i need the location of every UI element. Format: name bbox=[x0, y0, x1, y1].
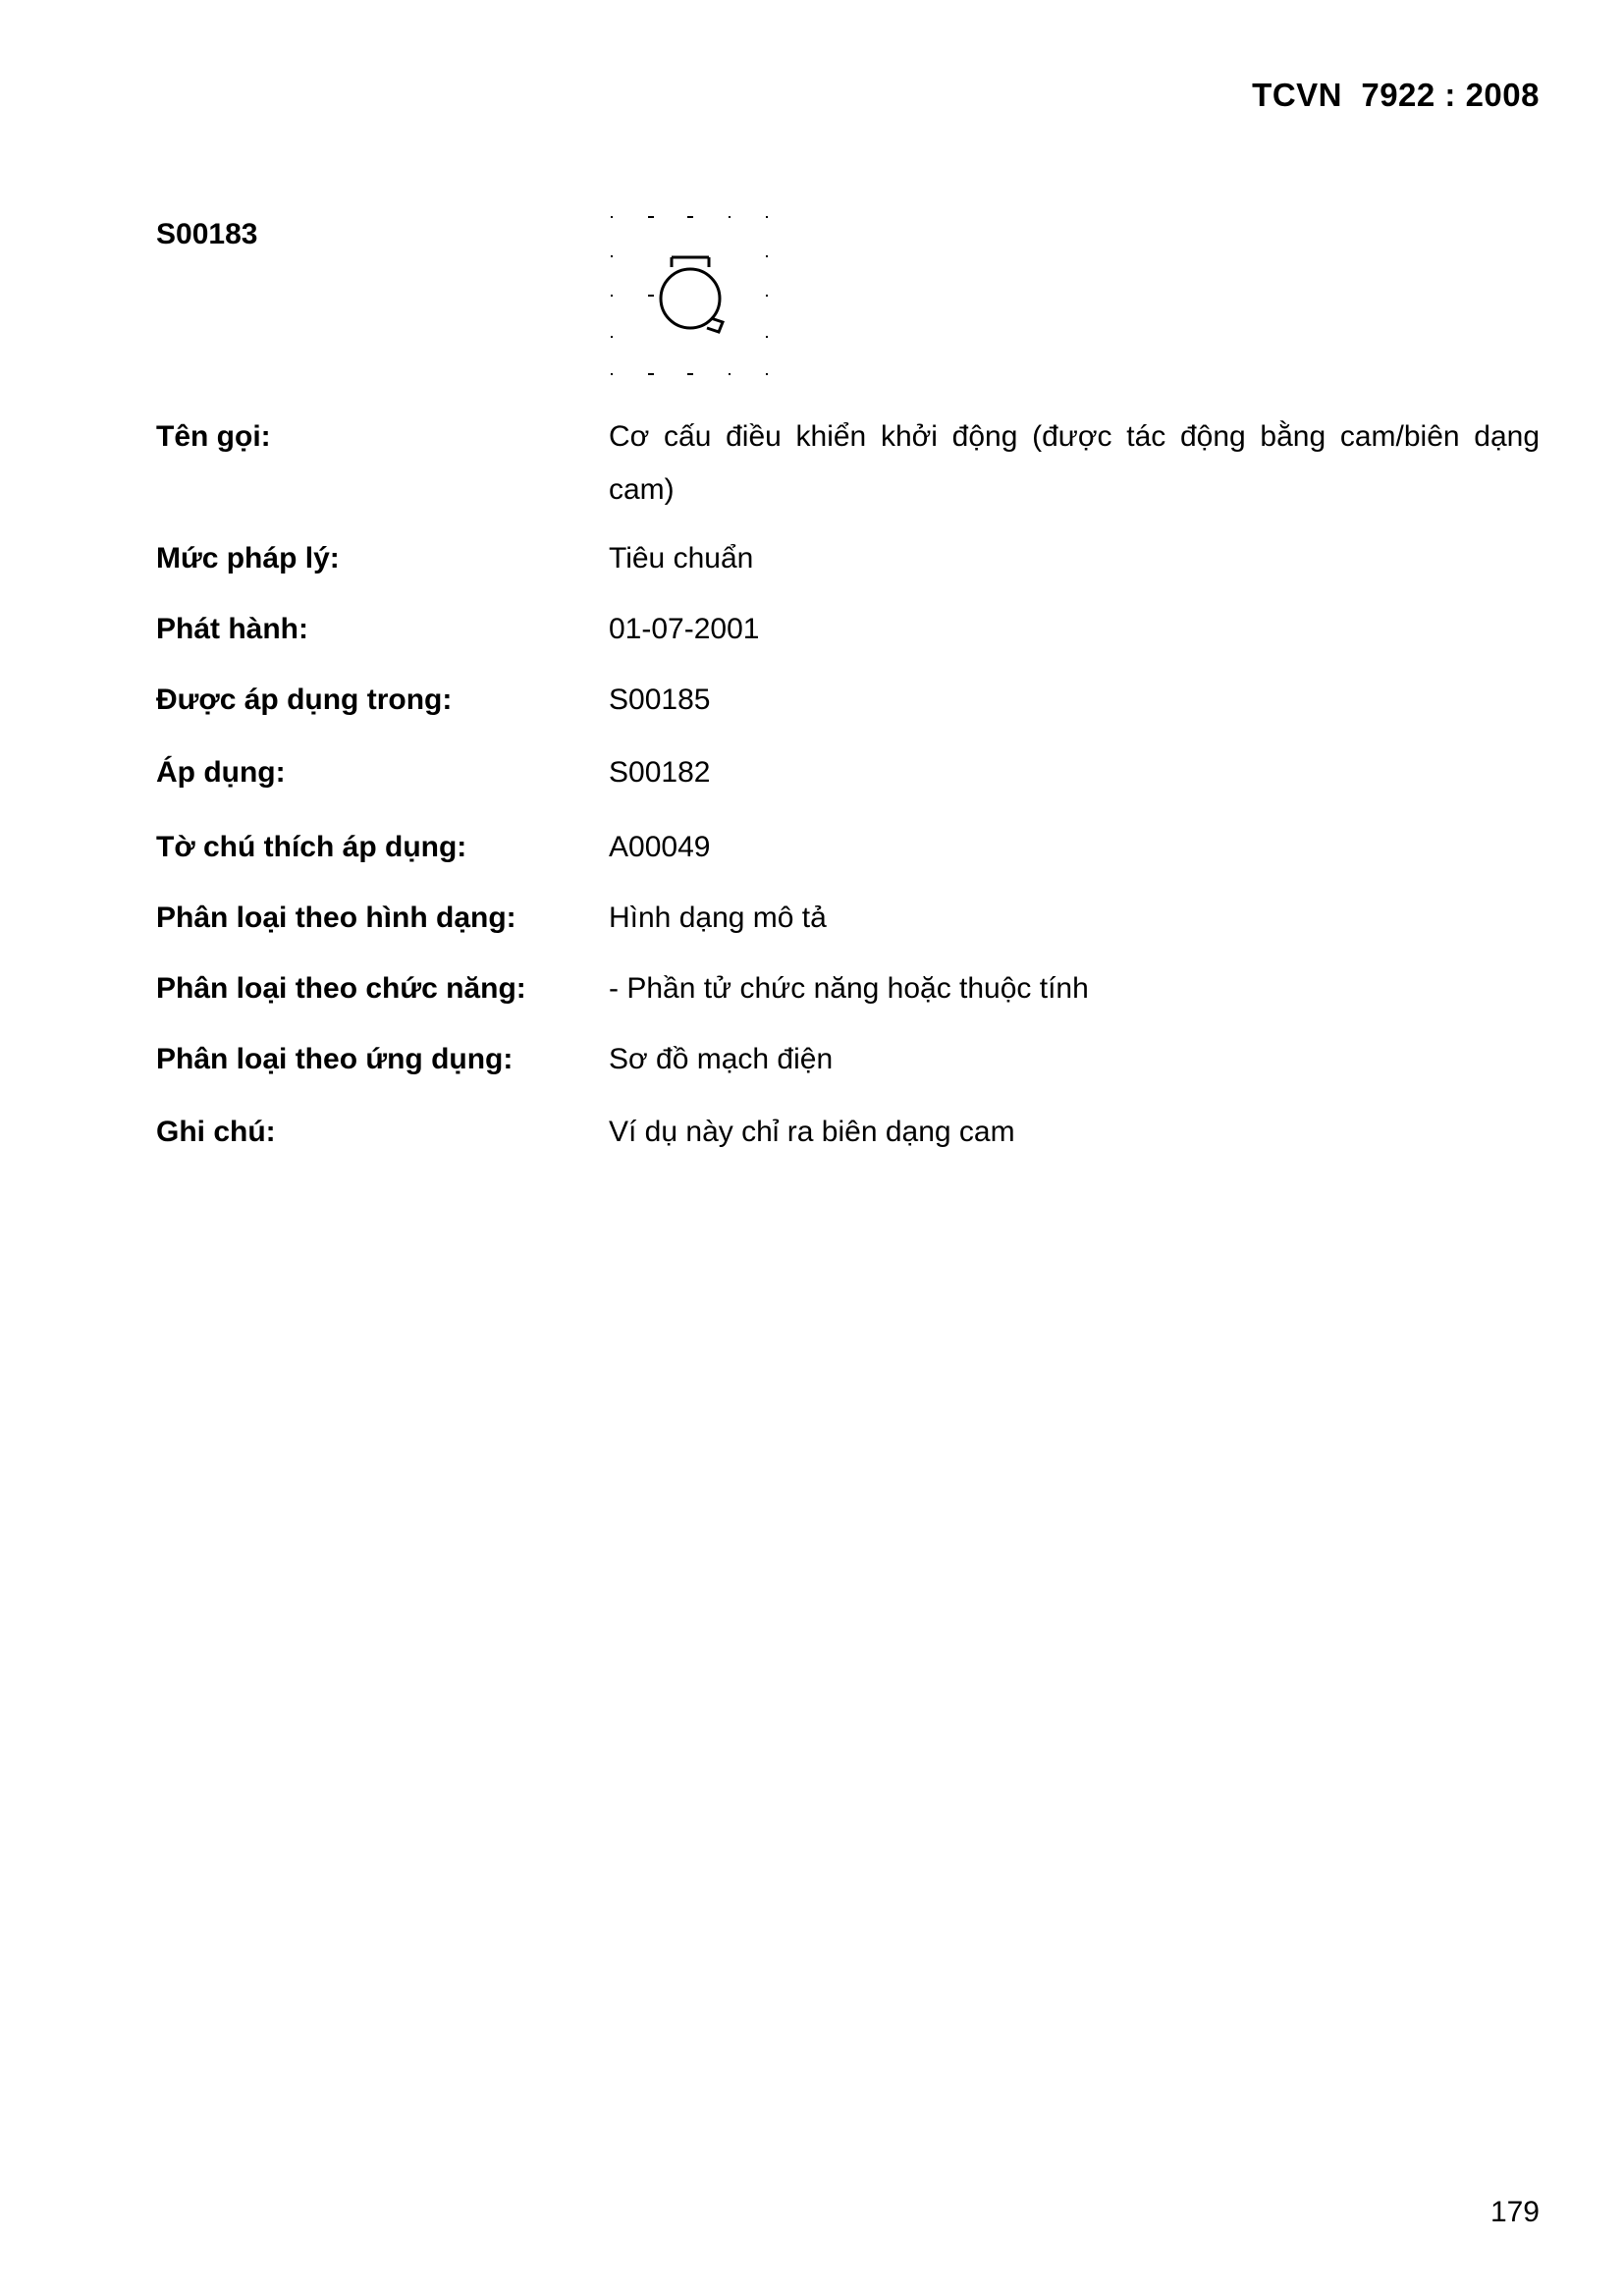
cam-operated-control-symbol-icon bbox=[601, 208, 778, 385]
field-value: A00049 bbox=[609, 831, 711, 863]
field-value: S00182 bbox=[609, 756, 711, 789]
field-value: Cơ cấu điều khiển khởi động (được tác động bằng cam/biên dạng cam) bbox=[609, 420, 1540, 506]
field-label: Mức pháp lý: bbox=[156, 542, 340, 574]
field-value: 01-07-2001 bbox=[609, 613, 760, 645]
field-label: Phân loại theo chức năng: bbox=[156, 972, 526, 1005]
field-label: Phân loại theo hình dạng: bbox=[156, 902, 516, 934]
field-value: - Phần tử chức năng hoặc thuộc tính bbox=[609, 972, 1089, 1005]
field-value: Hình dạng mô tả bbox=[609, 902, 827, 934]
field-label: Ghi chú: bbox=[156, 1116, 276, 1148]
field-label: Được áp dụng trong: bbox=[156, 683, 453, 716]
field-value: Tiêu chuẩn bbox=[609, 542, 754, 574]
field-label: Tờ chú thích áp dụng: bbox=[156, 831, 467, 863]
standard-header: TCVN 7922 : 2008 bbox=[1252, 77, 1540, 113]
field-label: Tên gọi: bbox=[156, 420, 271, 453]
field-value: Ví dụ này chỉ ra biên dạng cam bbox=[609, 1116, 1015, 1148]
symbol-code: S00183 bbox=[156, 218, 258, 250]
field-label: Áp dụng: bbox=[156, 756, 286, 789]
field-label: Phân loại theo ứng dụng: bbox=[156, 1043, 514, 1075]
field-label: Phát hành: bbox=[156, 613, 308, 645]
field-value: Sơ đồ mạch điện bbox=[609, 1043, 834, 1075]
field-value: S00185 bbox=[609, 683, 711, 716]
page-number: 179 bbox=[1489, 2196, 1540, 2228]
